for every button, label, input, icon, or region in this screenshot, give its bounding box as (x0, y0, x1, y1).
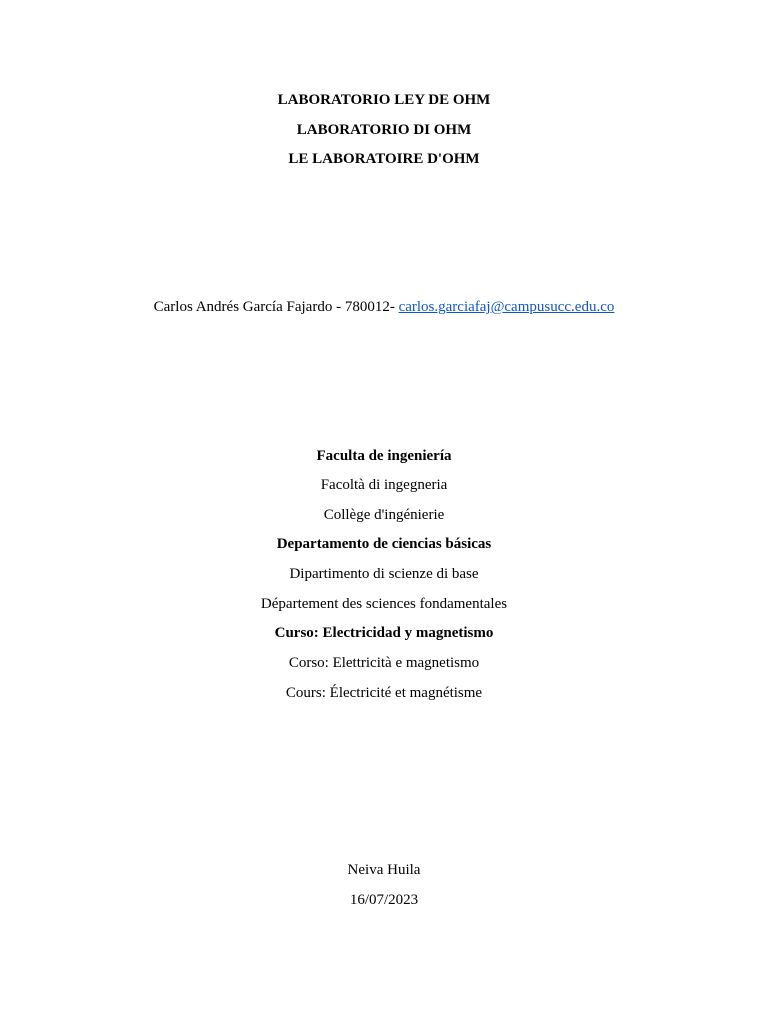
author-name: Carlos Andrés García Fajardo - 780012- (153, 299, 399, 315)
course-spanish: Curso: Electricidad y magnetismo (274, 625, 494, 641)
department-italian: Dipartimento di scienze di base (289, 566, 479, 582)
date: 16/07/2023 (349, 892, 419, 908)
author-line (0, 297, 768, 317)
course-italian: Corso: Elettricità e magnetismo (288, 655, 480, 671)
faculty-spanish: Faculta de ingeniería (316, 448, 452, 464)
location: Neiva Huila (347, 862, 421, 878)
course-french: Cours: Électricité et magnétisme (285, 685, 483, 701)
title-french: LE LABORATOIRE D'OHM (288, 151, 480, 167)
department-french: Département des sciences fondamentales (260, 596, 508, 612)
faculty-french: Collège d'ingénierie (323, 507, 445, 523)
title-italian: LABORATORIO DI OHM (296, 122, 472, 138)
department-spanish: Departamento de ciencias básicas (276, 536, 492, 552)
title-spanish: LABORATORIO LEY DE OHM (277, 92, 491, 108)
faculty-italian: Facoltà di ingegneria (320, 477, 448, 493)
author-email-link[interactable]: carlos.garciafaj@campusucc.edu.co (398, 299, 615, 315)
